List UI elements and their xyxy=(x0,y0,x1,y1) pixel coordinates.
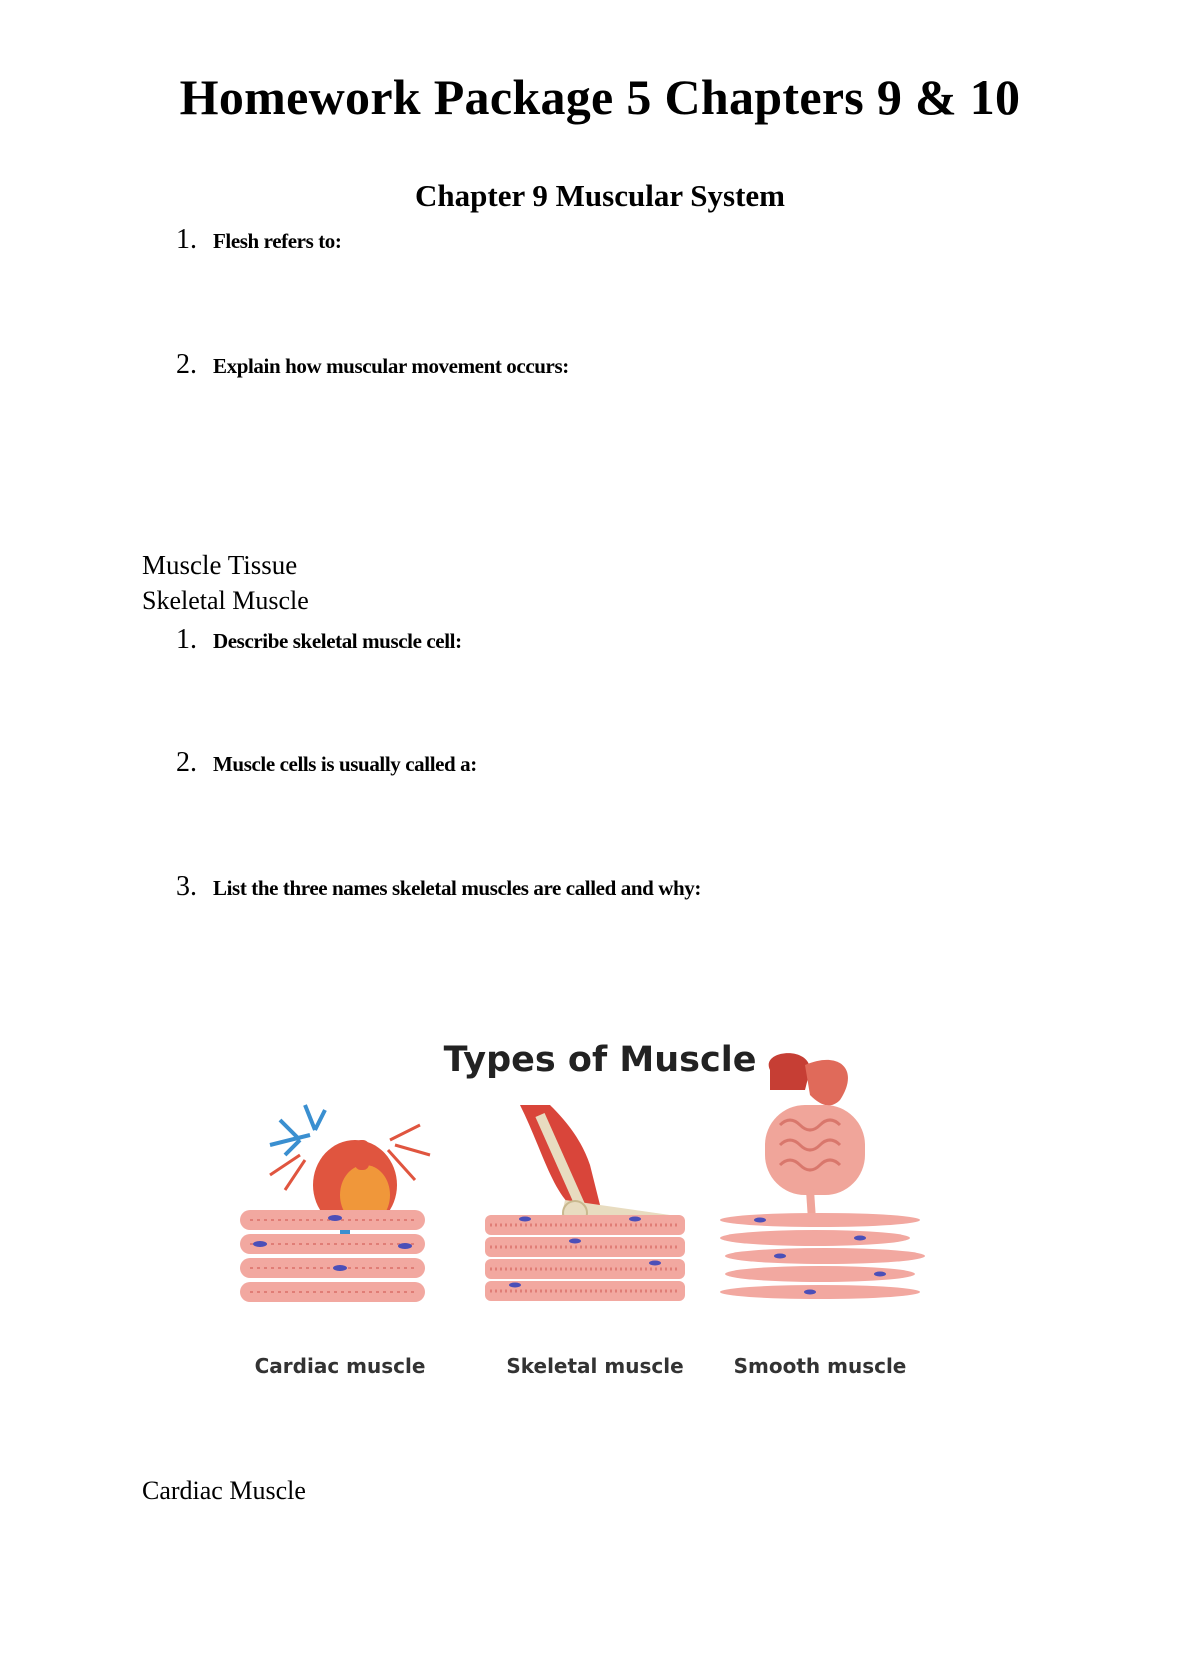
skeletal-question-2 xyxy=(176,747,477,779)
muscle-tissue-heading: Muscle Tissue xyxy=(142,550,298,580)
figure-title: Types of Muscle xyxy=(443,1040,757,1080)
question-1 xyxy=(176,224,342,256)
question-number: 1. xyxy=(176,224,197,255)
question-text: Describe skeletal muscle cell: xyxy=(213,629,462,653)
skeletal-fibers-icon xyxy=(485,1215,685,1301)
cardiac-muscle-label: Cardiac muscle xyxy=(254,1354,426,1378)
question-text: Muscle cells is usually called a: xyxy=(213,752,477,776)
skeletal-question-1 xyxy=(176,624,462,656)
types-of-muscle-figure xyxy=(230,1030,970,1390)
intestine-icon xyxy=(765,1053,865,1220)
cardiac-fibers-icon xyxy=(240,1210,425,1302)
question-number: 3. xyxy=(176,871,197,902)
skeletal-question-3 xyxy=(176,871,701,903)
document-title: Homework Package 5 Chapters 9 & 10 xyxy=(179,69,1021,125)
question-2 xyxy=(176,349,569,381)
chapter-heading: Chapter 9 Muscular System xyxy=(415,178,785,213)
skeletal-muscle-heading: Skeletal Muscle xyxy=(142,586,309,615)
question-number: 2. xyxy=(176,747,197,778)
question-text: Flesh refers to: xyxy=(213,229,342,253)
question-number: 2. xyxy=(176,349,197,380)
smooth-muscle-label: Smooth muscle xyxy=(733,1354,907,1378)
smooth-fibers-icon xyxy=(720,1213,925,1299)
figure-illustrations xyxy=(230,1030,970,1360)
skeletal-muscle-label: Skeletal muscle xyxy=(506,1354,684,1378)
question-text: Explain how muscular movement occurs: xyxy=(213,354,569,378)
question-text: List the three names skeletal muscles are called and why: xyxy=(213,876,701,900)
question-number: 1. xyxy=(176,624,197,655)
cardiac-muscle-heading: Cardiac Muscle xyxy=(142,1476,306,1505)
